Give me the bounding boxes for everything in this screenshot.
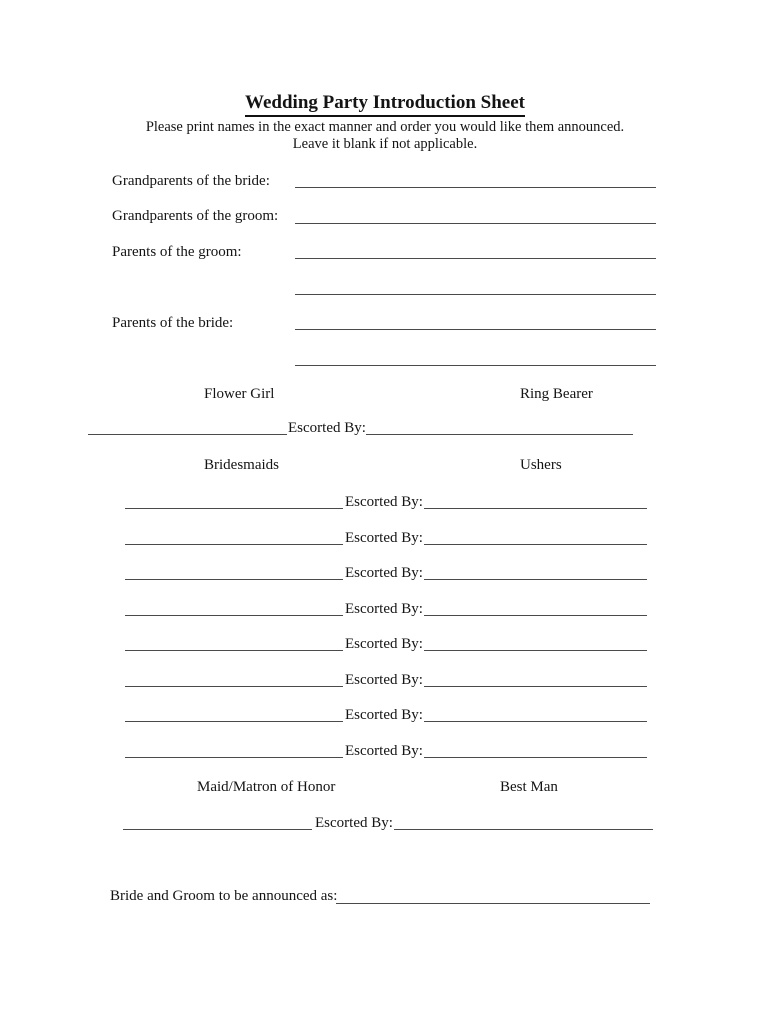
bridesmaid-4-escort-line[interactable]: [424, 615, 647, 616]
bridesmaid-4-name-line[interactable]: [125, 615, 343, 616]
announced-as-label: Bride and Groom to be announced as:: [110, 888, 338, 904]
escorted-by-label: Escorted By:: [315, 815, 393, 831]
bridesmaid-3-escort-line[interactable]: [424, 579, 647, 580]
escorted-by-label: Escorted By:: [345, 671, 423, 688]
instructions-line-2: Leave it blank if not applicable.: [292, 136, 478, 152]
flower-girl-name-line[interactable]: [88, 434, 287, 435]
escorted-by-label: Escorted By:: [288, 420, 366, 436]
bridesmaid-7-name-line[interactable]: [125, 721, 343, 722]
escorted-by-label: Escorted By:: [345, 600, 423, 617]
maid-of-honor-heading: Maid/Matron of Honor: [197, 779, 336, 795]
bridesmaid-2-escort-line[interactable]: [424, 544, 647, 545]
bridesmaid-8-escort-line[interactable]: [424, 757, 647, 758]
grandparents-of-bride-label: Grandparents of the bride:: [112, 173, 270, 189]
bridesmaid-6-name-line[interactable]: [125, 686, 343, 687]
bridesmaid-5-name-line[interactable]: [125, 650, 343, 651]
escorted-by-label: Escorted By:: [345, 494, 423, 510]
bridesmaid-3-name-line[interactable]: [125, 579, 343, 580]
escorted-by-label: Escorted By:: [345, 529, 423, 546]
bridesmaid-2-name-line[interactable]: [125, 544, 343, 545]
bridesmaids-heading: Bridesmaids: [204, 457, 279, 473]
parents-of-bride-extra-line[interactable]: [295, 365, 656, 366]
parents-of-bride-line[interactable]: [295, 329, 656, 330]
parents-of-groom-label: Parents of the groom:: [112, 244, 242, 260]
escorted-by-label: Escorted By:: [345, 707, 423, 723]
instructions-line-1: Please print names in the exact manner and order you would like them announced.: [145, 119, 625, 135]
grandparents-of-groom-label: Grandparents of the groom:: [112, 208, 279, 224]
ushers-heading: Ushers: [520, 457, 562, 473]
parents-of-groom-line[interactable]: [295, 258, 656, 259]
best-man-heading: Best Man: [500, 779, 558, 795]
ring-bearer-heading: Ring Bearer: [520, 386, 593, 402]
escorted-by-label: Escorted By:: [345, 565, 423, 581]
bridesmaid-5-escort-line[interactable]: [424, 650, 647, 651]
escorted-by-label: Escorted By:: [345, 636, 423, 652]
flower-girl-heading: Flower Girl: [204, 386, 275, 402]
bridesmaid-8-name-line[interactable]: [125, 757, 343, 758]
grandparents-of-groom-line[interactable]: [295, 223, 656, 224]
maid-of-honor-name-line[interactable]: [123, 829, 312, 830]
bridesmaid-1-escort-line[interactable]: [424, 508, 647, 509]
maid-of-honor-escort-line[interactable]: [394, 829, 653, 830]
flower-girl-escort-line[interactable]: [366, 434, 633, 435]
grandparents-of-bride-line[interactable]: [295, 187, 656, 188]
bridesmaid-1-name-line[interactable]: [125, 508, 343, 509]
bridesmaid-6-escort-line[interactable]: [424, 686, 647, 687]
parents-of-bride-label: Parents of the bride:: [112, 315, 234, 331]
bridesmaid-7-escort-line[interactable]: [424, 721, 647, 722]
page-title: Wedding Party Introduction Sheet: [0, 92, 770, 117]
escorted-by-label: Escorted By:: [345, 742, 423, 759]
announced-as-line[interactable]: [336, 903, 650, 904]
parents-of-groom-extra-line[interactable]: [295, 294, 656, 295]
